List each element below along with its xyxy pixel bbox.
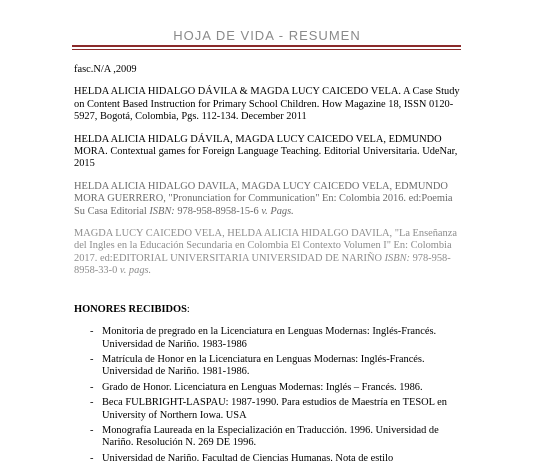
honor-text: Beca FULBRIGHT-LASPAU: 1987-1990. Para estudios de Maestría en TESOL en University of Northern Iowa. USA [102,397,447,421]
publication-4 [74,228,466,278]
publication-1: HELDA ALICIA HIDALGO DÁVILA & MAGDA LUCY CAICEDO VELA. A Case Study on Content Based Instruction for Primary School Children. How Magazine 18, ISSN 0120-5927, Bogotá, Colombia, Pgs. 112-134. December 2011 [74,86,460,123]
honor-text: Matrícula de Honor en la Licenciatura en Lenguas Modernas: Inglés-Francés. Universidad de Nariño. 1981-1986. [102,353,425,378]
publication-4-pages: v. pags. [119,265,152,277]
honor-text: Monitoria de pregrado en la Licenciatura en Lenguas Modernas: Inglés-Francés. Universidad de Nariño. 1983-1986 [102,326,437,350]
honors-list [74,326,466,465]
publication-3 [74,181,466,218]
page-title: HOJA DE VIDA - RESUMEN [173,28,361,43]
publication-3-isbn-label: ISBN: [149,205,175,217]
bullet-dash: - [90,353,94,365]
fasc-line: fasc.N/A ,2009 [74,64,137,75]
honor-text: Monografía Laureada en la Especialización en Traducción. 1996. Universidad de Nariño. Resolución N. 269 DE 1996. [102,424,439,449]
bullet-dash: - [90,381,94,393]
publication-2: HELDA ALICIA HIDALG DÁVILA, MAGDA LUCY CAICEDO VELA, EDMUNDO MORA. Contextual games for Foreign Language Teaching. Editorial Universitaria. UdeNar, 2015 [74,133,458,170]
publication-4-isbn: 978-958-8958-33-0 [74,252,451,277]
publication-3-isbn: 978-958-8958-15-6 [174,205,262,217]
honors-section [74,304,466,465]
bullet-dash: - [90,397,94,409]
honor-text: Universidad de Nariño. Facultad de Ciencias Humanas. Nota de estilo [102,452,394,464]
publication-4-isbn-label: ISBN: [384,252,410,264]
honor-text: Grado de Honor. Licenciatura en Lenguas Modernas: Inglés – Francés. 1986. [102,381,423,393]
publication-3-text: HELDA ALICIA HIDALGO DAVILA, MAGDA LUCY CAICEDO VELA, EDMUNDO MORA GUERRERO, "Pronunciation for Communication" En: Colombia 2016. ed:Poemia Su Casa Editorial [74,180,453,217]
publication-3-pages: v. Pags. [261,205,294,217]
honors-heading-line [74,304,466,316]
list-item [74,354,466,379]
document-body [74,64,466,468]
honors-heading-colon: : [186,303,190,315]
bullet-dash: - [90,326,94,338]
header-rule-thick [72,45,461,47]
list-item [74,453,466,465]
bullet-dash: - [90,424,94,436]
publication-4-text: MAGDA LUCY CAICEDO VELA, HELDA ALICIA HIDALGO DAVILA, "La Enseñanza del Ingles en la Educación Secundaria en Colombia El Contexto Volumen I" En: Colombia 2017. ed:EDITORIAL UNIVERSITARIA UNIVERSIDAD DE NARIÑO [74,228,457,264]
list-item [74,397,466,422]
list-item [74,326,466,351]
list-item [74,382,466,394]
list-item [74,425,466,450]
bullet-dash: - [90,452,94,464]
honors-heading: HONORES RECIBIDOS [74,303,187,315]
header-rule-thin [72,49,461,50]
